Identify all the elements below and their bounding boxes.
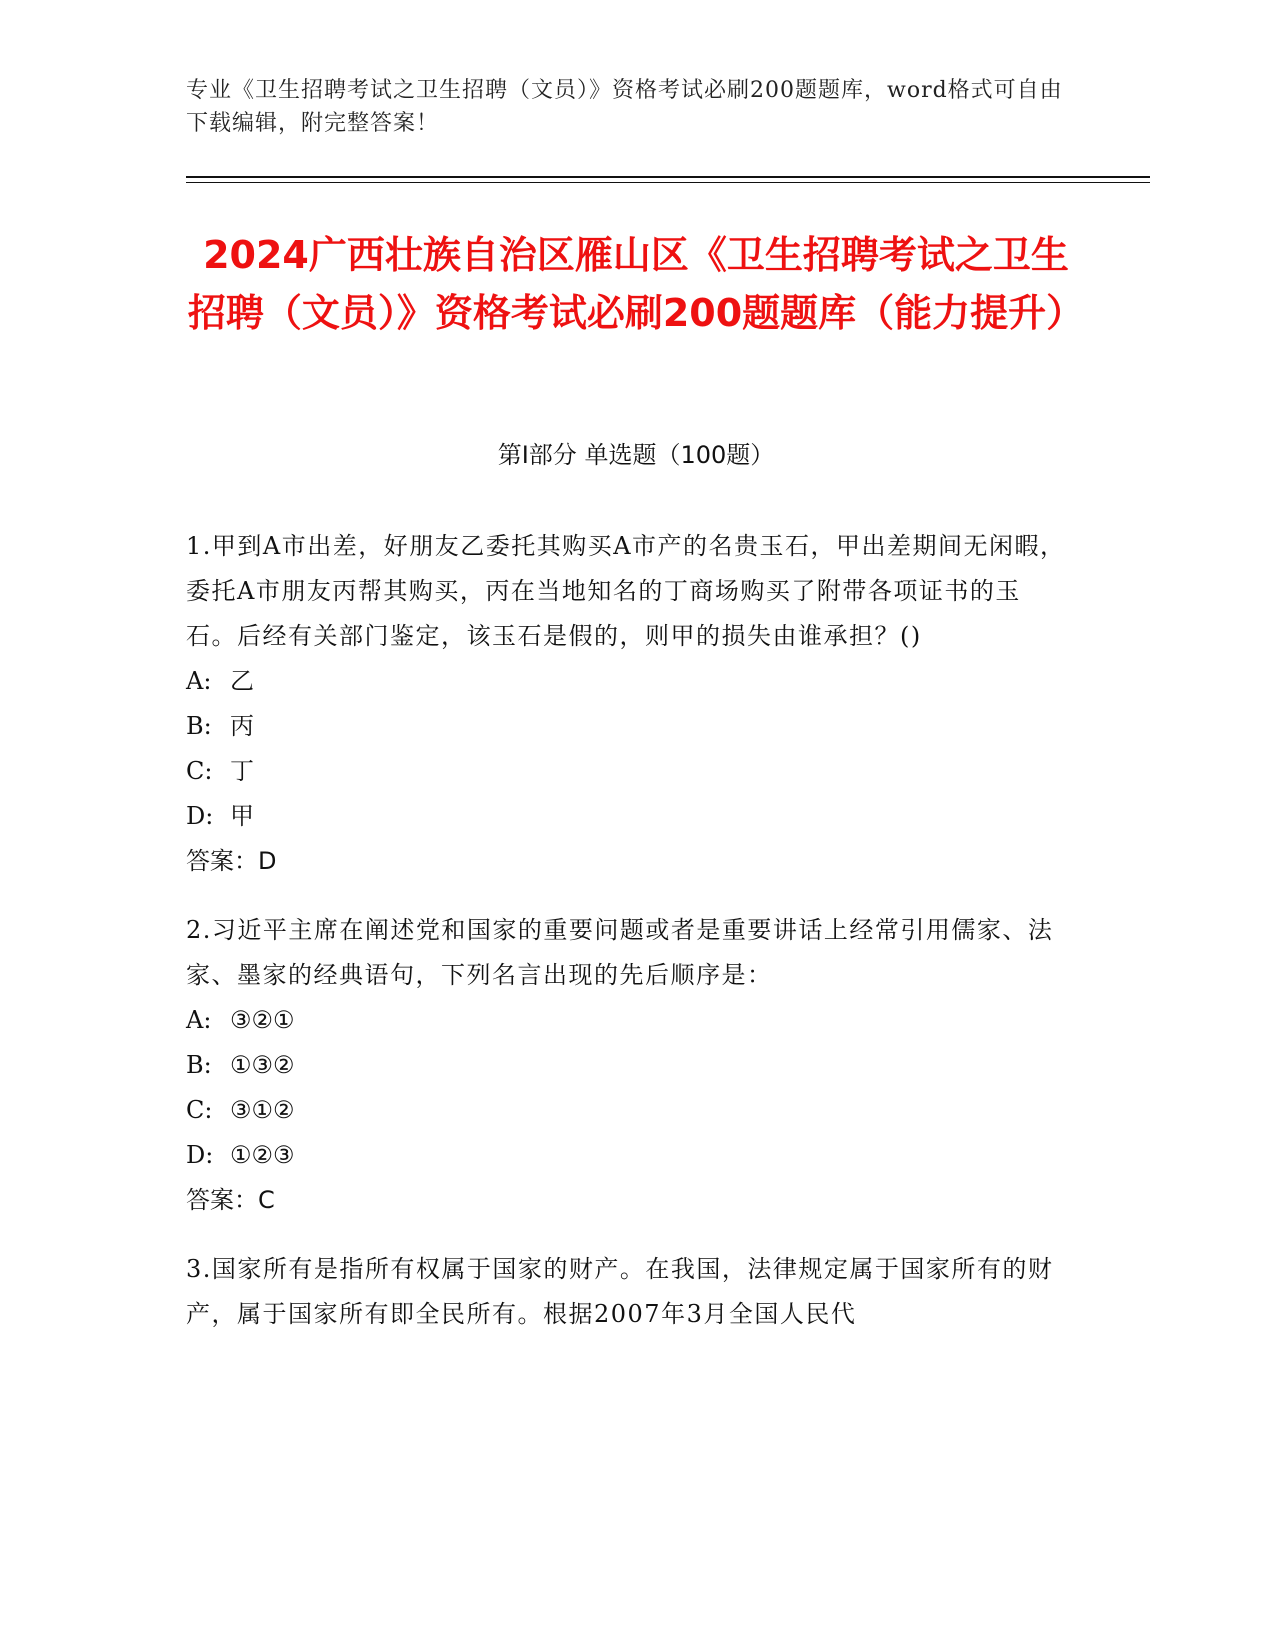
option-c — [186, 749, 1066, 794]
section-title: 第Ⅰ部分 单选题（100题） — [497, 441, 775, 469]
option-value: 丁 — [230, 757, 254, 785]
option-d — [186, 794, 1066, 839]
answer-line: 答案：D — [186, 847, 277, 875]
header-divider-thin — [186, 182, 1150, 183]
option-b — [186, 704, 1066, 749]
option-c — [186, 1088, 1066, 1133]
option-key: B: — [186, 712, 212, 740]
option-key: C: — [186, 1096, 213, 1124]
option-key: D: — [186, 802, 214, 830]
option-value: 乙 — [230, 667, 254, 695]
option-value: 丙 — [230, 712, 254, 740]
question-list — [186, 524, 1066, 1357]
option-key: C: — [186, 757, 213, 785]
option-value: ③①② — [230, 1096, 295, 1124]
question-text: 2.习近平主席在阐述党和国家的重要问题或者是重要讲话上经常引用儒家、法家、墨家的经典语句，下列名言出现的先后顺序是： — [186, 916, 1054, 989]
document-title: 2024广西壮族自治区雁山区《卫生招聘考试之卫生招聘（文员）》资格考试必刷200题题库（能力提升） — [187, 233, 1085, 335]
question-2 — [186, 908, 1066, 1223]
option-value: 甲 — [230, 802, 254, 830]
option-key: B: — [186, 1051, 212, 1079]
option-value: ①③② — [230, 1051, 295, 1079]
question-3 — [186, 1247, 1066, 1337]
option-b — [186, 1043, 1066, 1088]
option-a — [186, 998, 1066, 1043]
option-key: D: — [186, 1141, 214, 1169]
option-key: A: — [186, 1006, 212, 1034]
header-note: 专业《卫生招聘考试之卫生招聘（文员）》资格考试必刷200题题库，word格式可自由下载编辑，附完整答案！ — [186, 78, 1063, 136]
option-key: A: — [186, 667, 212, 695]
option-value: ①②③ — [230, 1141, 295, 1169]
answer-line: 答案：C — [186, 1186, 275, 1214]
option-a — [186, 659, 1066, 704]
header-divider-thick — [186, 176, 1150, 178]
option-value: ③②① — [230, 1006, 295, 1034]
question-1 — [186, 524, 1066, 884]
question-text: 1.甲到A市出差，好朋友乙委托其购买A市产的名贵玉石，甲出差期间无闲暇，委托A市朋友丙帮其购买，丙在当地知名的丁商场购买了附带各项证书的玉石。后经有关部门鉴定，该玉石是假的，则甲的损失由谁承担？() — [186, 532, 1066, 650]
question-text: 3.国家所有是指所有权属于国家的财产。在我国，法律规定属于国家所有的财产，属于国家所有即全民所有。根据2007年3月全国人民代 — [186, 1255, 1054, 1328]
option-d — [186, 1133, 1066, 1178]
